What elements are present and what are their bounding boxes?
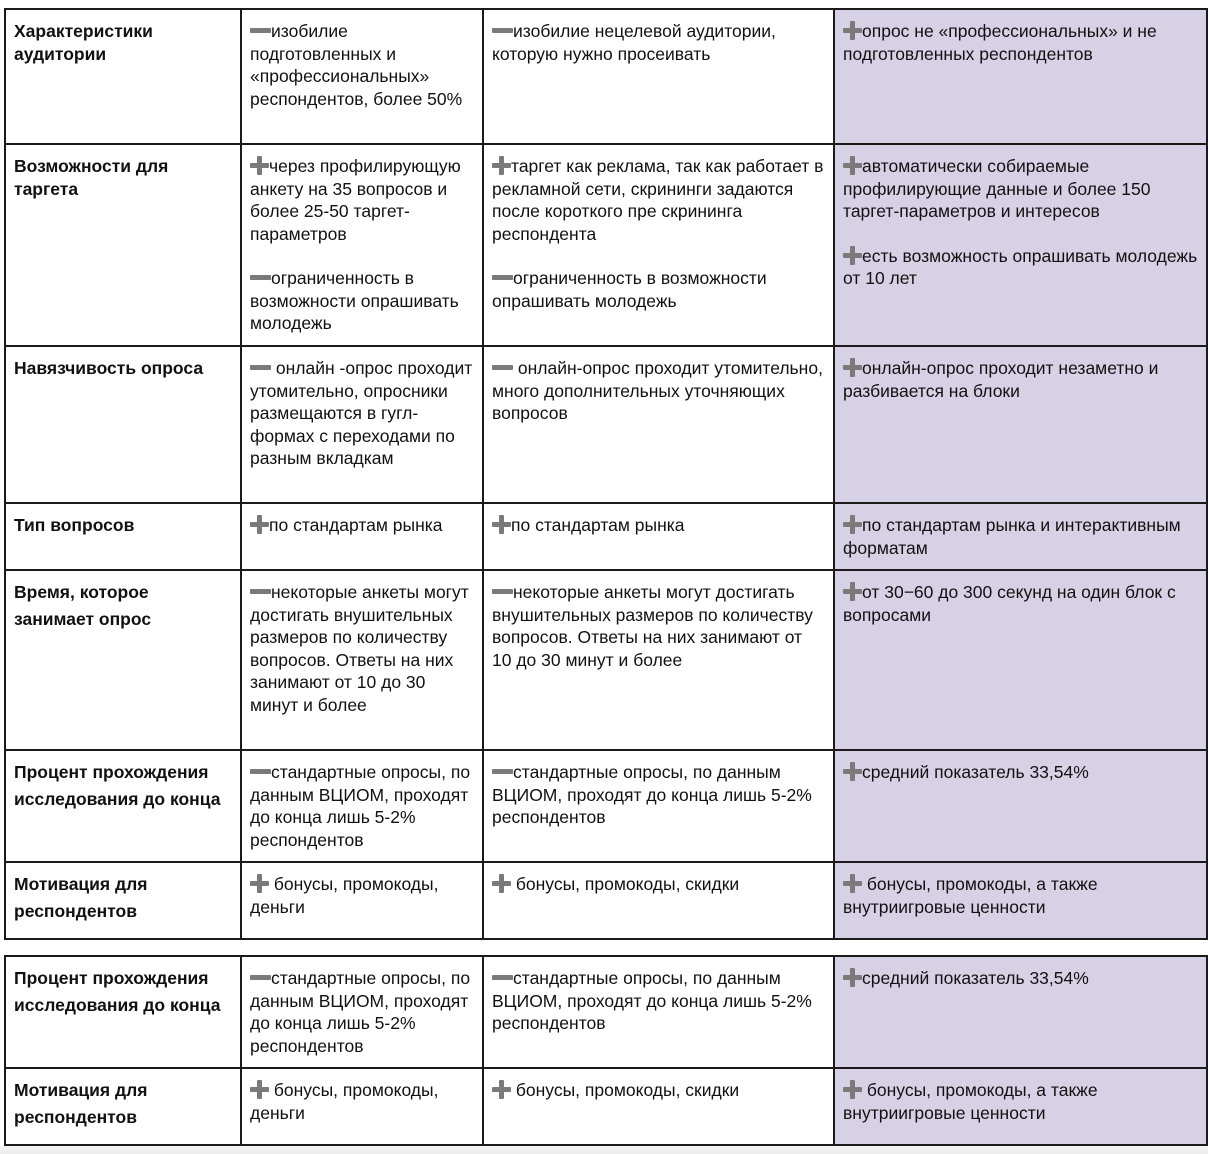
minus-icon (250, 358, 271, 377)
cell-text: бонусы, промокоды, деньги (250, 874, 439, 917)
cell-item (250, 1079, 474, 1124)
criterion-label: Возможности для таргета (14, 156, 169, 199)
table-row (5, 862, 1207, 939)
cell-text: бонусы, промокоды, скидки (511, 874, 740, 894)
cell-item (250, 357, 474, 470)
cell-text: бонусы, промокоды, деньги (250, 1080, 439, 1123)
table-body (5, 956, 1207, 1145)
cell (483, 570, 834, 750)
cell-item (492, 20, 825, 65)
cell-item (843, 357, 1198, 402)
cell-item (250, 267, 474, 335)
minus-icon (492, 582, 513, 601)
minus-icon (250, 582, 271, 601)
cell-item (250, 967, 474, 1057)
cell-item (843, 761, 1198, 784)
cell-item (843, 967, 1198, 990)
plus-icon (843, 968, 862, 987)
cell-text: ограниченность в возможности опрашивать молодежь (492, 268, 767, 311)
table-row (5, 956, 1207, 1068)
criterion-cell (5, 750, 241, 862)
plus-icon (492, 156, 511, 175)
comparison-table-excerpt (4, 955, 1208, 1146)
plus-icon (492, 1080, 511, 1099)
cell (241, 956, 483, 1068)
cell (483, 750, 834, 862)
criterion-label: Мотивация для респондентов (14, 1080, 148, 1127)
cell-text: таргет как реклама, так как работает в рекламной сети, скрининги задаются после короткого пре скрининга респондента (492, 156, 824, 244)
cell-text: средний показатель 33,54% (862, 762, 1089, 782)
criterion-label: Процент прохождения исследования до конца (14, 968, 221, 1015)
cell-text: бонусы, промокоды, скидки (511, 1080, 740, 1100)
cell-item (250, 581, 474, 716)
criterion-label: Мотивация для респондентов (14, 874, 148, 921)
cell (483, 956, 834, 1068)
cell-item (492, 967, 825, 1035)
cell-text: через профилирующую анкету на 35 вопросов и более 25-50 таргет-параметров (250, 156, 461, 244)
cell-text: онлайн-опрос проходит утомительно, много дополнительных уточняющих вопросов (492, 358, 823, 423)
cell-item (492, 873, 825, 896)
cell-text: изобилие подготовленных и «профессиональных» респондентов, более 50% (250, 21, 463, 109)
plus-icon (843, 1080, 862, 1099)
minus-icon (492, 358, 513, 377)
cell (241, 1068, 483, 1145)
cell-text: некоторые анкеты могут достигать внушительных размеров по количеству вопросов. Ответы на них занимают от 10 до 30 минут и более (492, 582, 813, 670)
cell-item (250, 155, 474, 245)
cell-item (250, 20, 474, 110)
table-body (5, 9, 1207, 939)
cell-item (492, 761, 825, 829)
criterion-cell (5, 956, 241, 1068)
cell-item (843, 514, 1198, 559)
criterion-cell (5, 346, 241, 503)
cell-item (843, 155, 1198, 223)
cell-text: онлайн-опрос проходит незаметно и разбивается на блоки (843, 358, 1159, 401)
cell-text: стандартные опросы, по данным ВЦИОМ, проходят до конца лишь 5-2% респондентов (250, 762, 471, 850)
table-row (5, 144, 1207, 346)
page-bottom-edge (0, 1146, 1208, 1154)
cell (241, 144, 483, 346)
cell (241, 570, 483, 750)
cell-text: от 30−60 до 300 секунд на один блок с вопросами (843, 582, 1176, 625)
criterion-cell (5, 9, 241, 144)
cell-item (843, 1079, 1198, 1124)
cell-item (492, 155, 825, 245)
plus-icon (250, 874, 269, 893)
cell-text: по стандартам рынка (269, 515, 443, 535)
comparison-table (4, 8, 1208, 940)
highlight-cell (834, 956, 1207, 1068)
cell-item (492, 581, 825, 671)
cell (483, 346, 834, 503)
criterion-cell (5, 862, 241, 939)
cell-item (843, 245, 1198, 290)
minus-icon (250, 968, 271, 987)
cell (241, 862, 483, 939)
minus-icon (250, 268, 271, 287)
cell-text: по стандартам рынка (511, 515, 685, 535)
minus-icon (492, 268, 513, 287)
cell-text: ограниченность в возможности опрашивать молодежь (250, 268, 459, 333)
criterion-label: Навязчивость опроса (14, 358, 204, 378)
highlight-cell (834, 9, 1207, 144)
plus-icon (843, 582, 862, 601)
highlight-cell (834, 503, 1207, 570)
criterion-label: Процент прохождения исследования до конца (14, 762, 221, 809)
cell (483, 144, 834, 346)
cell-text: есть возможность опрашивать молодежь от 10 лет (843, 245, 1198, 288)
plus-icon (250, 515, 269, 534)
cell-text: по стандартам рынка и интерактивным форматам (843, 515, 1181, 558)
highlight-cell (834, 570, 1207, 750)
cell-text: некоторые анкеты могут достигать внушительных размеров по количеству вопросов. Ответы на них занимают от 10 до 30 минут и более (250, 582, 469, 715)
plus-icon (250, 1080, 269, 1099)
minus-icon (250, 21, 271, 40)
cell (241, 503, 483, 570)
cell-item (492, 514, 825, 537)
cell (483, 1068, 834, 1145)
cell-text: автоматически собираемые профилирующие данные и более 150 таргет-параметров и интересов (843, 156, 1151, 221)
table-row (5, 503, 1207, 570)
cell-text: стандартные опросы, по данным ВЦИОМ, проходят до конца лишь 5-2% респондентов (250, 968, 471, 1056)
cell-text: стандартные опросы, по данным ВЦИОМ, проходят до конца лишь 5-2% респондентов (492, 762, 812, 827)
cell-item (843, 581, 1198, 626)
plus-icon (492, 515, 511, 534)
cell-text: средний показатель 33,54% (862, 968, 1089, 988)
plus-icon (492, 874, 511, 893)
cell (241, 750, 483, 862)
cell-item (492, 357, 825, 425)
plus-icon (843, 21, 862, 40)
table-row (5, 9, 1207, 144)
plus-icon (843, 246, 862, 265)
criterion-cell (5, 144, 241, 346)
table-row (5, 1068, 1207, 1145)
cell-item (250, 761, 474, 851)
table-row (5, 570, 1207, 750)
highlight-cell (834, 750, 1207, 862)
cell-text: изобилие нецелевой аудитории, которую нужно просеивать (492, 21, 776, 64)
minus-icon (492, 21, 513, 40)
plus-icon (843, 874, 862, 893)
minus-icon (250, 762, 271, 781)
table-row (5, 750, 1207, 862)
plus-icon (250, 156, 269, 175)
cell (241, 9, 483, 144)
cell (483, 862, 834, 939)
cell-item (843, 873, 1198, 918)
criterion-label: Время, которое занимает опрос (14, 582, 152, 629)
plus-icon (843, 515, 862, 534)
highlight-cell (834, 346, 1207, 503)
criterion-label: Тип вопросов (14, 515, 135, 535)
cell-item (492, 267, 825, 312)
highlight-cell (834, 1068, 1207, 1145)
cell (483, 503, 834, 570)
plus-icon (843, 762, 862, 781)
minus-icon (492, 968, 513, 987)
plus-icon (843, 358, 862, 377)
cell-item (250, 873, 474, 918)
cell (483, 9, 834, 144)
cell-text: онлайн -опрос проходит утомительно, опросники размещаются в гугл-формах с переходами по разным вкладкам (250, 358, 473, 468)
table-row (5, 346, 1207, 503)
plus-icon (843, 156, 862, 175)
minus-icon (492, 762, 513, 781)
cell (241, 346, 483, 503)
criterion-cell (5, 503, 241, 570)
criterion-cell (5, 570, 241, 750)
cell-item (492, 1079, 825, 1102)
cell-text: бонусы, промокоды, а также внутриигровые ценности (843, 874, 1098, 917)
highlight-cell (834, 144, 1207, 346)
criterion-cell (5, 1068, 241, 1145)
cell-text: бонусы, промокоды, а также внутриигровые ценности (843, 1080, 1098, 1123)
cell-item (843, 20, 1198, 65)
highlight-cell (834, 862, 1207, 939)
cell-text: стандартные опросы, по данным ВЦИОМ, проходят до конца лишь 5-2% респондентов (492, 968, 812, 1033)
cell-text: опрос не «профессиональных» и не подготовленных респондентов (843, 21, 1157, 64)
cell-item (250, 514, 474, 537)
criterion-label: Характеристики аудитории (14, 21, 153, 64)
